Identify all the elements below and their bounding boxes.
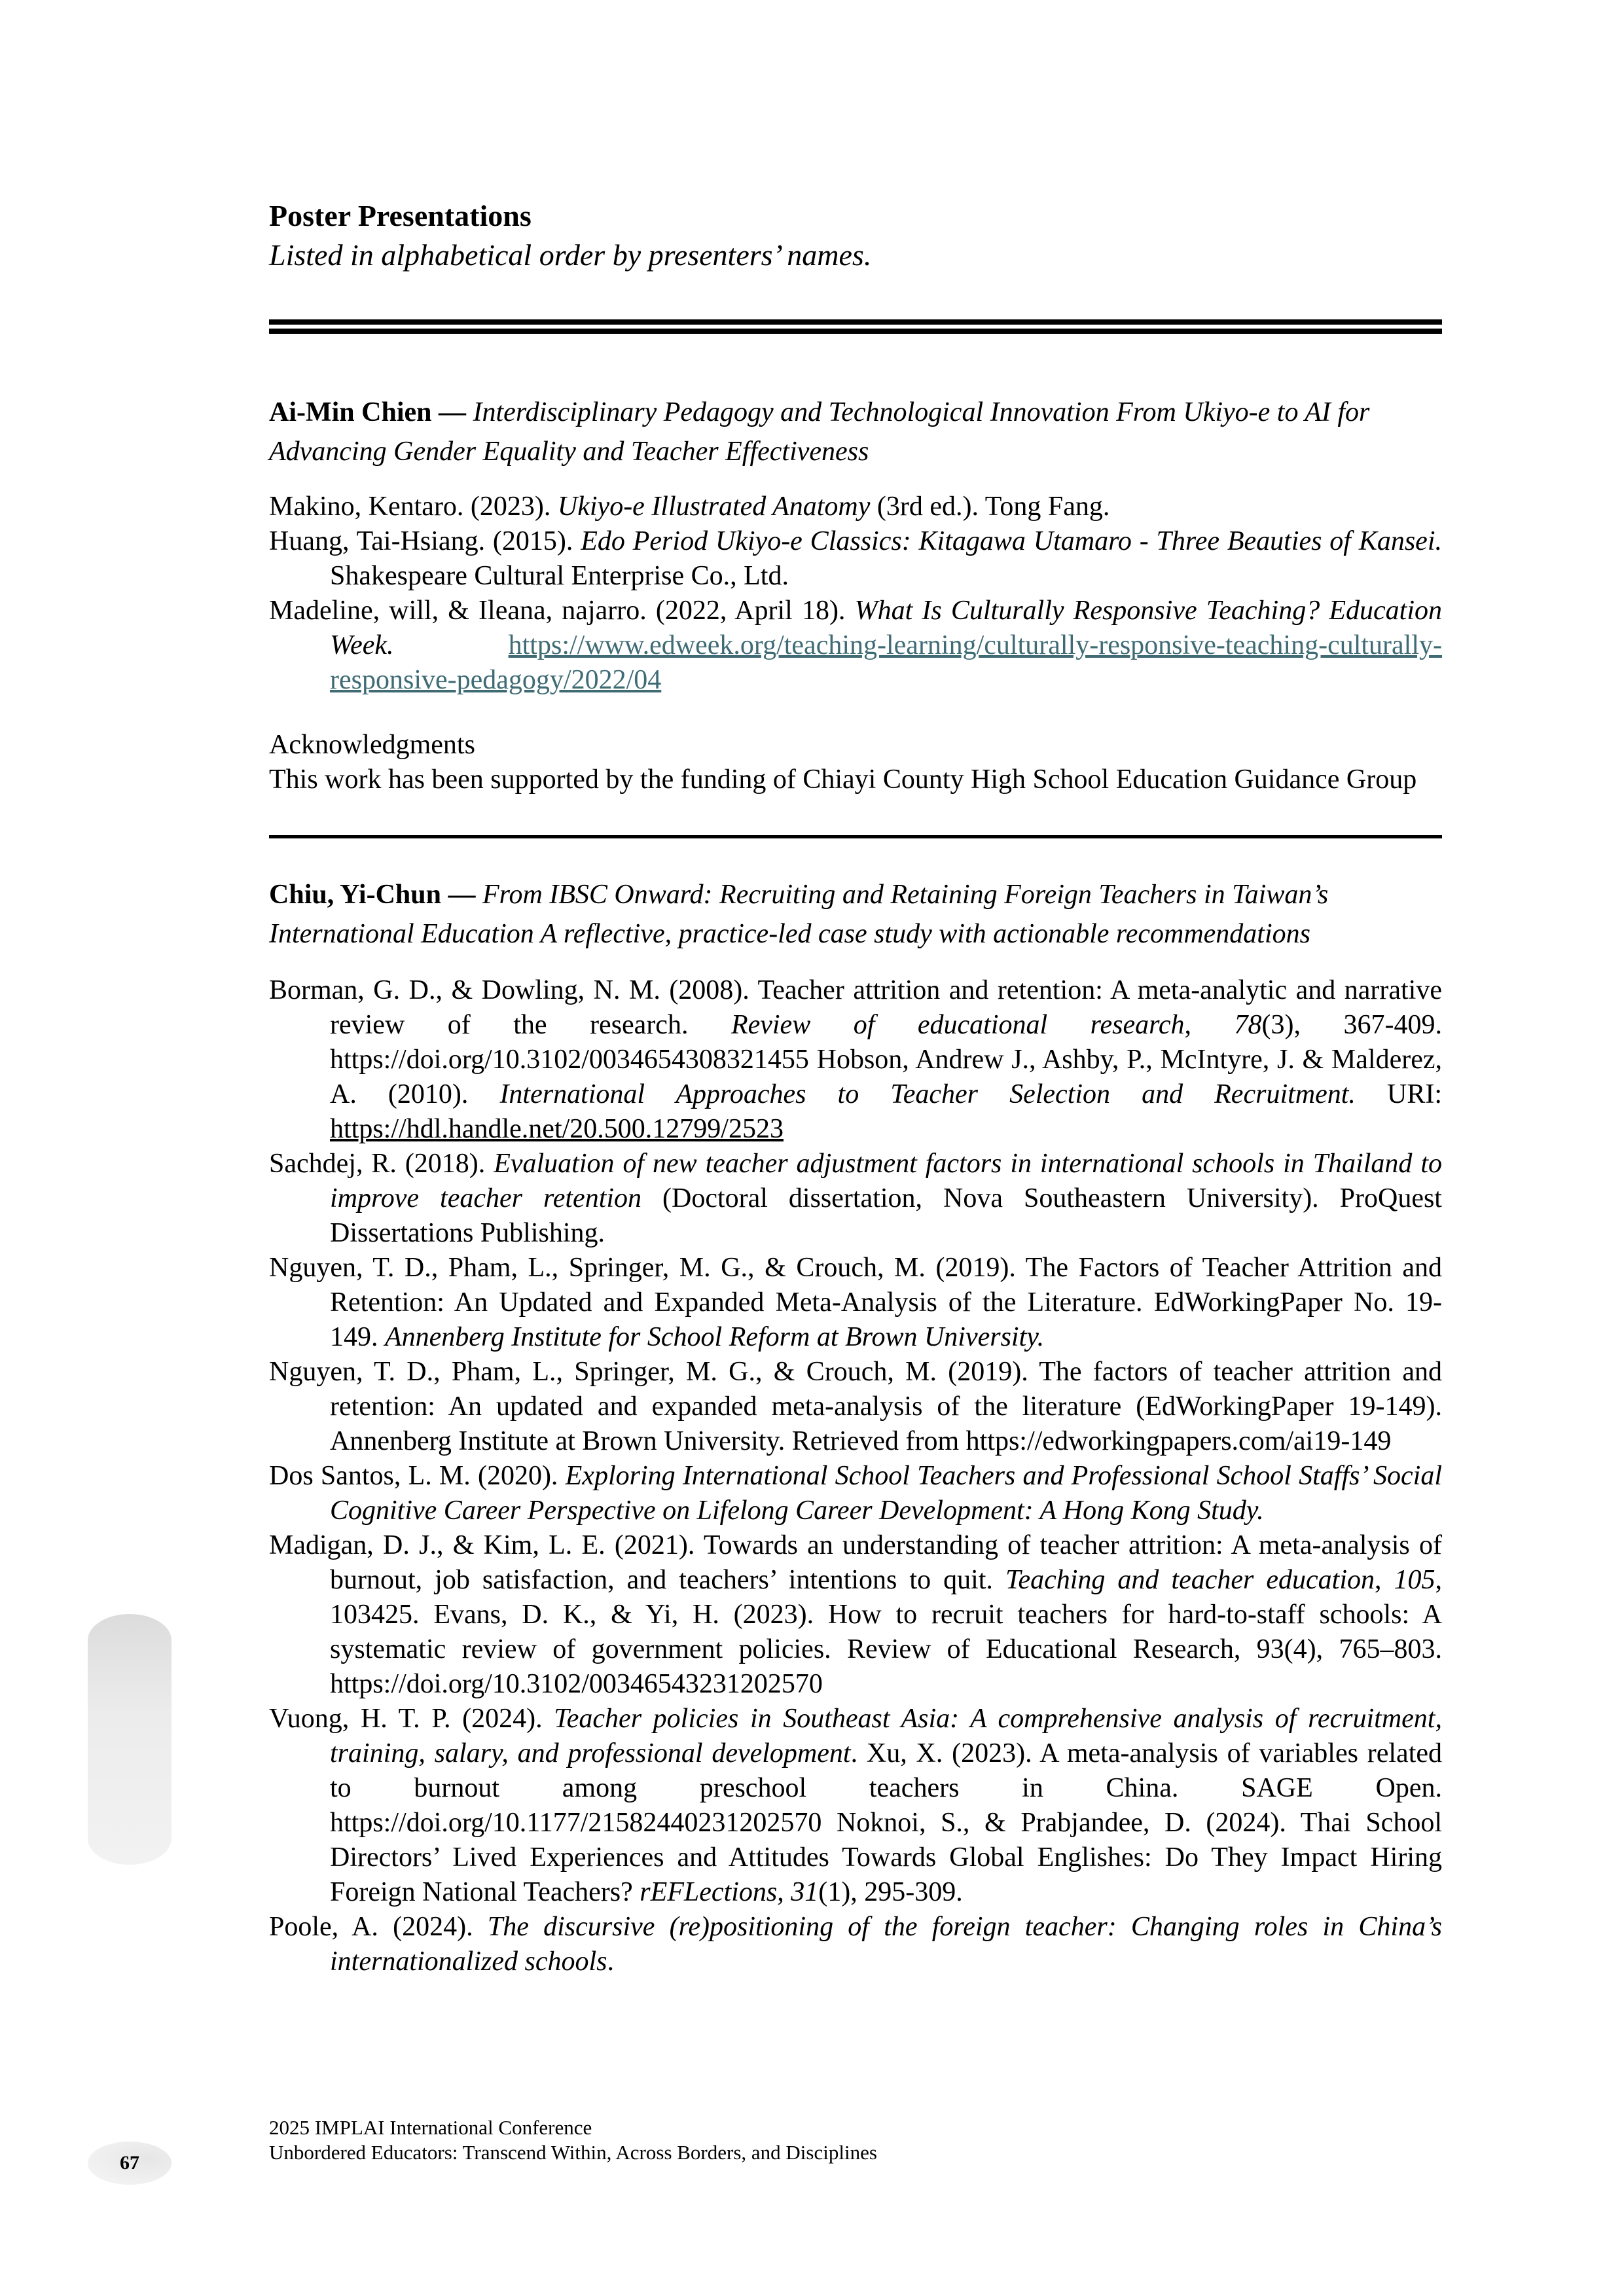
page-number: 67 (120, 2152, 139, 2174)
section-title: Poster Presentations (269, 199, 532, 232)
reference-item: Vuong, H. T. P. (2024). Teacher policies in Southeast Asia: A comprehensive analysis of recruitment, training, salary, and professional development. Xu, X. (2023). A meta-analysis of variables related to burnout among preschool teachers in China. SAGE Open. https://doi.org/10.1177/21582440231202570 Noknoi, S., & Prabjandee, D. (2024). Thai School Directors’ Lived Experiences and Attitudes Towards Global Englishes: Do They Impact Hiring Foreign National Teachers? rEFLections, 31(1), 295-309. (269, 1704, 1442, 1907)
reference-item: Poole, A. (2024). The discursive (re)positioning of the foreign teacher: Changing roles in China’s internationalized schools. (269, 1912, 1443, 1977)
entry-heading (269, 875, 1442, 954)
reference-item: Madeline, will, & Ileana, najarro. (2022, April 18). What Is Culturally Responsive Teaching? Education Week. https://www.edweek.org/teaching-learning/culturally-responsive-teaching-culturally-responsive-pedagogy/2022/04 (269, 596, 1442, 695)
double-rule-divider (269, 319, 1442, 334)
single-rule-divider (269, 835, 1442, 838)
reference-item: Nguyen, T. D., Pham, L., Springer, M. G., & Crouch, M. (2019). The Factors of Teacher Attrition and Retention: An Updated and Expanded Meta-Analysis of the Literature. EdWorkingPaper No. 19-149. Annenberg Institute for School Reform at Brown University. (269, 1253, 1442, 1352)
acknowledgments-heading: Acknowledgments (269, 730, 475, 760)
reference-item: Borman, G. D., & Dowling, N. M. (2008). Teacher attrition and retention: A meta-analytic and narrative review of the research. Review of educational research, 78(3), 367-409. https://doi.org/10.3102/0034654308321455 Hobson, Andrew J., Ashby, P., McIntyre, J. & Malderez, A. (2010). International Approaches to Teacher Selection and Recruitment. URI: https://hdl.handle.net/20.500.12799/2523 (269, 975, 1442, 1144)
entry-heading (269, 393, 1442, 471)
poster-title: From IBSC Onward: Recruiting and Retaining Foreign Teachers in Taiwan’s International Education A reflective, practice-led case study with actionable recommendations (269, 880, 1329, 949)
footer-conference-theme: Unbordered Educators: Transcend Within, Across Borders, and Disciplines (269, 2141, 877, 2164)
reference-list (269, 973, 1442, 1979)
acknowledgments-text: This work has been supported by the funding of Chiayi County High School Education Guidance Group (269, 764, 1417, 795)
poster-entry (269, 875, 1442, 1979)
footer-conference-name: 2025 IMPLAI International Conference (269, 2116, 592, 2139)
acknowledgments (269, 728, 1442, 797)
section-subtitle: Listed in alphabetical order by presenters’ names. (269, 238, 872, 272)
reference-item: Sachdej, R. (2018). Evaluation of new teacher adjustment factors in international schools in Thailand to improve teacher retention (Doctoral dissertation, Nova Southeastern University). ProQuest Dissertations Publishing. (269, 1149, 1442, 1248)
presenter-name: Chiu, Yi-Chun — (269, 880, 476, 910)
poster-title: Interdisciplinary Pedagogy and Technological Innovation From Ukiyo-e to AI for Advancing Gender Equality and Teacher Effectiveness (269, 397, 1370, 467)
reference-item: Nguyen, T. D., Pham, L., Springer, M. G., & Crouch, M. (2019). The factors of teacher attrition and retention: An updated and expanded meta-analysis of the literature (EdWorkingPaper 19-149). Annenberg Institute at Brown University. Retrieved from https://edworkingpapers.com/ai19-149 (269, 1357, 1442, 1456)
reference-list (269, 490, 1442, 698)
reference-item: Makino, Kentaro. (2023). Ukiyo-e Illustrated Anatomy (3rd ed.). Tong Fang. (269, 492, 1110, 522)
reference-item: Dos Santos, L. M. (2020). Exploring International School Teachers and Professional School Staffs’ Social Cognitive Career Perspective on Lifelong Career Development: A Hong Kong Study. (269, 1461, 1442, 1526)
reference-item: Madigan, D. J., & Kim, L. E. (2021). Towards an understanding of teacher attrition: A meta-analysis of burnout, job satisfaction, and teachers’ intentions to quit. Teaching and teacher education, 105, 103425. Evans, D. K., & Yi, H. (2023). How to recruit teachers for hard-to-staff schools: A systematic review of government policies. Review of Educational Research, 93(4), 765–803. https://doi.org/10.3102/00346543231202570 (269, 1530, 1442, 1699)
decorative-side-bar (88, 1614, 171, 1865)
presenter-name: Ai-Min Chien — (269, 397, 467, 427)
page-footer (269, 2115, 877, 2165)
page-content (269, 196, 1442, 1979)
page-number-badge (88, 2142, 171, 2185)
edweek-link[interactable]: https://www.edweek.org/teaching-learning/culturally-responsive-teaching-culturally-responsive-pedagogy/2022/04 (330, 630, 1442, 695)
reference-item: Huang, Tai-Hsiang. (2015). Edo Period Ukiyo-e Classics: Kitagawa Utamaro - Three Beauties of Kansei. Shakespeare Cultural Enterprise Co., Ltd. (269, 526, 1442, 591)
poster-entry (269, 393, 1442, 797)
handle-link[interactable]: https://hdl.handle.net/20.500.12799/2523 (330, 1114, 784, 1144)
